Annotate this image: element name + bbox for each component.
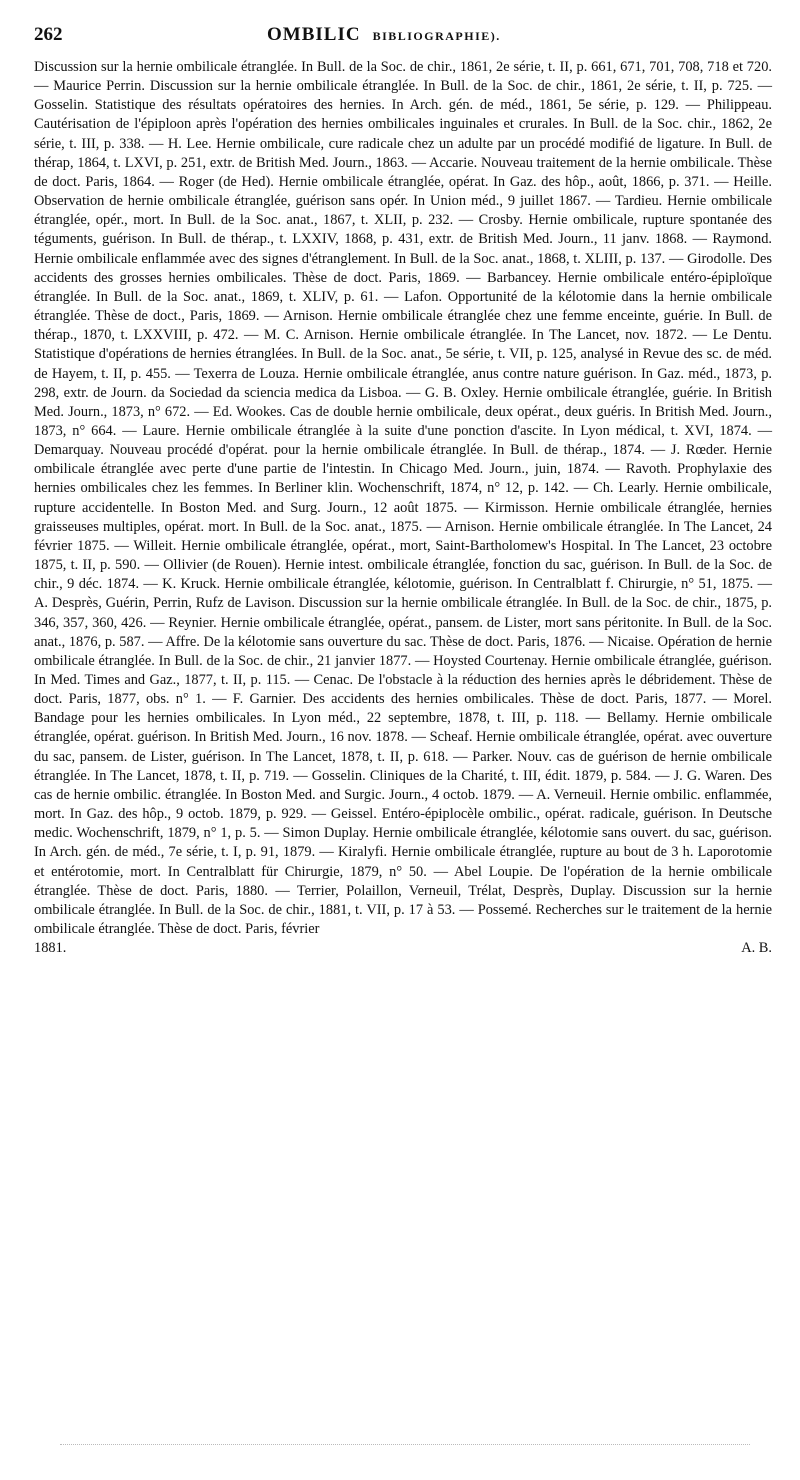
page-number: 262 (34, 24, 63, 45)
page (34, 24, 772, 958)
closing-year: 1881. (34, 940, 67, 957)
footer-divider (60, 1444, 750, 1445)
bibliography-body (34, 58, 772, 939)
author-signature: A. B. (741, 940, 772, 957)
running-subtitle: BIBLIOGRAPHIE). (372, 29, 501, 43)
bibliography-paragraph: Discussion sur la hernie ombilicale étranglée. In Bull. de la Soc. de chir., 1861, 2e série, t. II, p. 661, 671, 701, 708, 718 et 720. — Maurice Perrin. Discussion sur la hernie ombilicale étranglée. In Bull. de la Soc. de chir., 1861, 2e série, t. II, p. 725. — Gosselin. Statistique des résultats opératoires des hernies. In Arch. gén. de méd., 1861, 5e série, p. 129. — Philippeau. Cautérisation de l'épiploon après l'opération des hernies ombilicales inguinales et crurales. In Bull. de la Soc. chir., 1862, 2e série, t. III, p. 338. — H. Lee. Hernie ombilicale, cure radicale chez un adulte par un procédé modifié de ligature. In Bull. de thérap, 1864, t. LXVI, p. 251, extr. de British Med. Journ., 1863. — Accarie. Nouveau traitement de la hernie ombilicale. Thèse de doct. Paris, 1864. — Roger (de Hed). Hernie ombilicale étranglée, opérat. In Gaz. des hôp., août, 1866, p. 371. — Heille. Observation de hernie ombilicale étranglée, guérison sans opér. In Union méd., 9 juillet 1867. — Tardieu. Hernie ombilicale étranglée, opér., mort. In Bull. de la Soc. anat., 1867, t. XLII, p. 232. — Crosby. Hernie ombilicale, rupture spontanée des téguments, guérison. In Bull. de thérap., t. LXXIV, 1868, p. 431, extr. de British Med. Journ., 11 janv. 1868. — Raymond. Hernie ombilicale enflammée avec des signes d'étranglement. In Bull. de la Soc. anat., 1868, t. XLIII, p. 137. — Girodolle. Des accidents des grosses hernies ombilicales. Thèse de doct. Paris, 1869. — Barbancey. Hernie ombilicale entéro-épiploïque étranglée. In Bull. de la Soc. anat., 1869, t. XLIV, p. 61. — Lafon. Opportunité de la kélotomie dans la hernie ombilicale étranglée. Thèse de doct., Paris, 1869. — Arnison. Hernie ombilicale étranglée chez une femme enceinte, guérie. In Bull. de thérap., 1870, t. LXXVIII, p. 472. — M. C. Arnison. Hernie ombilicale étranglée. In The Lancet, nov. 1872. — Le Dentu. Statistique d'opérations de hernies étranglées. In Bull. de la Soc. anat., 5e série, t. VII, p. 125, analysé in Revue des sc. de méd. de Hayem, t. II, p. 455. — Texerra de Louza. Hernie ombilicale étranglée, anus contre nature guérison. In Gaz. méd., 1873, p. 298, extr. de Journ. da Sociedad da sciencia medica da Lisboa. — G. B. Oxley. Hernie ombilicale étranglée, guérie. In British Med. Journ., 1873, n° 672. — Ed. Wookes. Cas de double hernie ombilicale, deux opérat., deux guéris. In British Med. Journ., 1873, n° 664. — Laure. Hernie ombilicale étranglée à la suite d'une ponction d'ascite. In Lyon médical, t. XVI, 1874. — Demarquay. Nouveau procédé d'opérat. pour la hernie ombilicale étranglée. In Bull. de thérap., 1874. — J. Rœder. Hernie ombilicale étranglée avec perte d'une partie de l'intestin. In Chicago Med. Journ., juin, 1874. — Ravoth. Prophylaxie des hernies ombilicales chez les femmes. In Berliner klin. Wochenschrift, 1874, n° 12, p. 142. — Ch. Learly. Hernie ombilicale, rupture accidentelle. In Boston Med. and Surg. Journ., 12 août 1875. — Kirmisson. Hernie ombilicale étranglée, hernies graisseuses multiples, opérat. mort. In Bull. de la Soc. anat., 1875. — Arnison. Hernie ombilicale étranglée. In The Lancet, 24 février 1875. — Willeit. Hernie ombilicale étranglée, opérat., mort, Saint-Bartholomew's Hospital. In The Lancet, 23 octobre 1875, t. II, p. 590. — Ollivier (de Rouen). Hernie intest. ombilicale étranglée, fonction du sac, guérison. In Bull. de la Soc. de chir., 9 déc. 1874. — K. Kruck. Hernie ombilicale étranglée, kélotomie, guérison. In Centralblatt f. Chirurgie, n° 51, 1875. — A. Desprès, Guérin, Perrin, Rufz de Lavison. Discussion sur la hernie ombilicale étranglée. In Bull. de la Soc. de chir., 1875, p. 346, 357, 360, 426. — Reynier. Hernie ombilicale étranglée, opérat., pansem. de Lister, mort sans péritonite. In Bull. de la Soc. anat., 1876, p. 587. — Affre. De la kélotomie sans ouverture du sac. Thèse de doct. Paris, 1876. — Nicaise. Opération de hernie ombilicale étranglée. In Bull. de la Soc. de chir., 21 janvier 1877. — Hoysted Courtenay. Hernie ombilicale étranglée, guérison. In Med. Times and Gaz., 1877, t. II, p. 115. — Cenac. De l'obstacle à la réduction des hernies après le débridement. Thèse de doct. Paris, 1877, obs. n° 1. — F. Garnier. Des accidents des hernies ombilicales. Thèse de doct. Paris, 1877. — Morel. Bandage pour les hernies ombilicales. In Lyon méd., 22 septembre, 1878, t. III, p. 118. — Bellamy. Hernie ombilicale étranglée, opérat. guérison. In British Med. Journ., 16 nov. 1878. — Scheaf. Hernie ombilicale étranglée, opérat. avec ouverture du sac, pansem. de Lister, guérison. In The Lancet, 1878, t. II, p. 618. — Parker. Nouv. cas de guérison de hernie ombilicale étranglée. In The Lancet, 1878, t. II, p. 719. — Gosselin. Cliniques de la Charité, t. III, édit. 1879, p. 584. — J. G. Waren. Des cas de hernie ombilic. étranglée. In Boston Med. and Surgic. Journ., 4 octob. 1879. — A. Verneuil. Hernie ombilic. enflammée, mort. In Gaz. des hôp., 9 octob. 1879, p. 929. — Geissel. Entéro-épiplocèle ombilic., opérat. radicale, guérison. In Deutsche medic. Wochenschrift, 1879, n° 1, p. 5. — Simon Duplay. Hernie ombilicale étranglée, kélotomie sans ouvert. du sac, guérison. In Arch. gén. de méd., 7e série, t. I, p. 91, 1879. — Kiralyfi. Hernie ombilicale étranglée, rupture au bout de 3 h. Laporotomie et entérotomie, mort. In Centralblatt für Chirurgie, 1879, n° 50. — Abel Loupie. De l'opération de la hernie ombilicale étranglée. Thèse de doct. Paris, 1880. — Terrier, Polaillon, Verneuil, Trélat, Desprès, Duplay. Discussion sur la hernie ombilicale étranglée. In Bull. de la Soc. de chir., 1881, t. VII, p. 17 à 53. — Possemé. Recherches sur le traitement de la hernie ombilicale étranglée. Thèse de doct. Paris, février (34, 59, 772, 938)
running-title: OMBILIC (267, 24, 361, 45)
running-header (34, 24, 772, 58)
closing-line (34, 939, 772, 958)
